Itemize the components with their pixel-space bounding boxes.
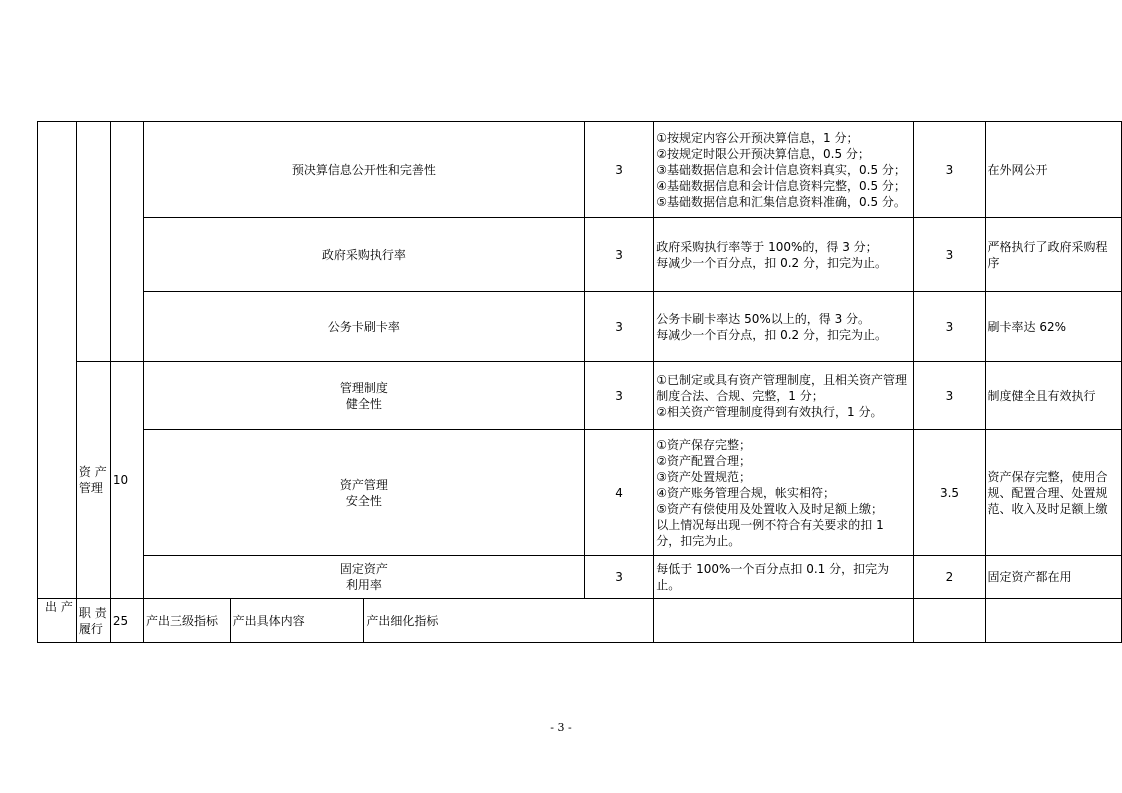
output-l3-header: 产出三级指标 <box>144 599 231 643</box>
output-weight-cell: 25 <box>110 599 143 643</box>
group-weight-cell <box>110 122 143 362</box>
indicator-cell <box>144 430 585 556</box>
table-row <box>38 430 1122 556</box>
note-cell <box>985 599 1121 643</box>
note-cell: 资产保存完整，使用合规、配置合理、处置规范、收入及时足额上缴 <box>985 430 1121 556</box>
score-cell: 3 <box>914 122 985 218</box>
indicator-cell <box>144 362 585 430</box>
weight-cell: 3 <box>584 362 654 430</box>
evaluation-table <box>37 121 1122 643</box>
output-category-divider <box>37 598 78 599</box>
indicator-cell: 公务卡刷卡率 <box>144 292 585 362</box>
output-category-label: 出 产 <box>45 600 73 614</box>
indicator-line: 利用率 <box>345 578 382 592</box>
output-detail-header: 产出细化指标 <box>364 599 654 643</box>
note-cell: 在外网公开 <box>985 122 1121 218</box>
criteria-cell: ①按规定内容公开预决算信息，1 分； ②按规定时限公开预决算信息，0.5 分； ③基础数据信息和会计信息资料真实，0.5 分； ④基础数据信息和会计信息资料完整，0.5 分； ⑤基础数据信息和汇集信息资料准确，0.5 分。 <box>654 122 914 218</box>
output-group-cell: 职 责 履行 <box>76 599 110 643</box>
criteria-cell: 政府采购执行率等于 100%的，得 3 分； 每减少一个百分点，扣 0.2 分，扣完为止。 <box>654 218 914 292</box>
output-content-header: 产出具体内容 <box>230 599 364 643</box>
score-cell: 3.5 <box>914 430 985 556</box>
criteria-cell: 公务卡刷卡率达 50%以上的，得 3 分。 每减少一个百分点，扣 0.2 分，扣完为止。 <box>654 292 914 362</box>
page-number: - 3 - <box>550 721 572 734</box>
score-cell: 3 <box>914 218 985 292</box>
table-row <box>38 599 1122 643</box>
criteria-cell <box>654 599 914 643</box>
criteria-cell: ①已制定或具有资产管理制度，且相关资产管理制度合法、合规、完整，1 分； ②相关资产管理制度得到有效执行，1 分。 <box>654 362 914 430</box>
indicator-line: 资产管理 <box>339 477 388 492</box>
criteria-cell: 每低于 100%一个百分点扣 0.1 分，扣完为止。 <box>654 556 914 599</box>
score-cell: 3 <box>914 292 985 362</box>
indicator-cell <box>144 556 585 599</box>
group-cell <box>76 122 110 362</box>
note-cell: 刷卡率达 62% <box>985 292 1121 362</box>
score-cell: 2 <box>914 556 985 599</box>
weight-cell: 4 <box>584 430 654 556</box>
weight-cell: 3 <box>584 218 654 292</box>
weight-cell: 3 <box>584 292 654 362</box>
note-cell: 制度健全且有效执行 <box>985 362 1121 430</box>
table-row <box>38 556 1122 599</box>
weight-cell: 3 <box>584 556 654 599</box>
criteria-cell: ①资产保存完整； ②资产配置合理； ③资产处置规范； ④资产账务管理合规，帐实相符； ⑤资产有偿使用及处置收入及时足额上缴； 以上情况每出现一例不符合有关要求的扣 1 分，扣完为止。 <box>654 430 914 556</box>
weight-cell: 3 <box>584 122 654 218</box>
indicator-line: 健全性 <box>345 396 382 411</box>
score-cell: 3 <box>914 362 985 430</box>
indicator-cell: 政府采购执行率 <box>144 218 585 292</box>
asset-group-cell: 资 产 管理 <box>76 362 110 599</box>
score-cell <box>914 599 985 643</box>
asset-group-weight-cell: 10 <box>110 362 143 599</box>
category-cell <box>38 122 77 643</box>
table-row <box>38 292 1122 362</box>
table-row <box>38 122 1122 218</box>
indicator-cell: 预决算信息公开性和完善性 <box>144 122 585 218</box>
indicator-line: 固定资产 <box>339 562 388 576</box>
note-cell: 严格执行了政府采购程序 <box>985 218 1121 292</box>
table-row <box>38 218 1122 292</box>
indicator-line: 安全性 <box>345 493 382 508</box>
table-row <box>38 362 1122 430</box>
note-cell: 固定资产都在用 <box>985 556 1121 599</box>
indicator-line: 管理制度 <box>339 380 388 395</box>
